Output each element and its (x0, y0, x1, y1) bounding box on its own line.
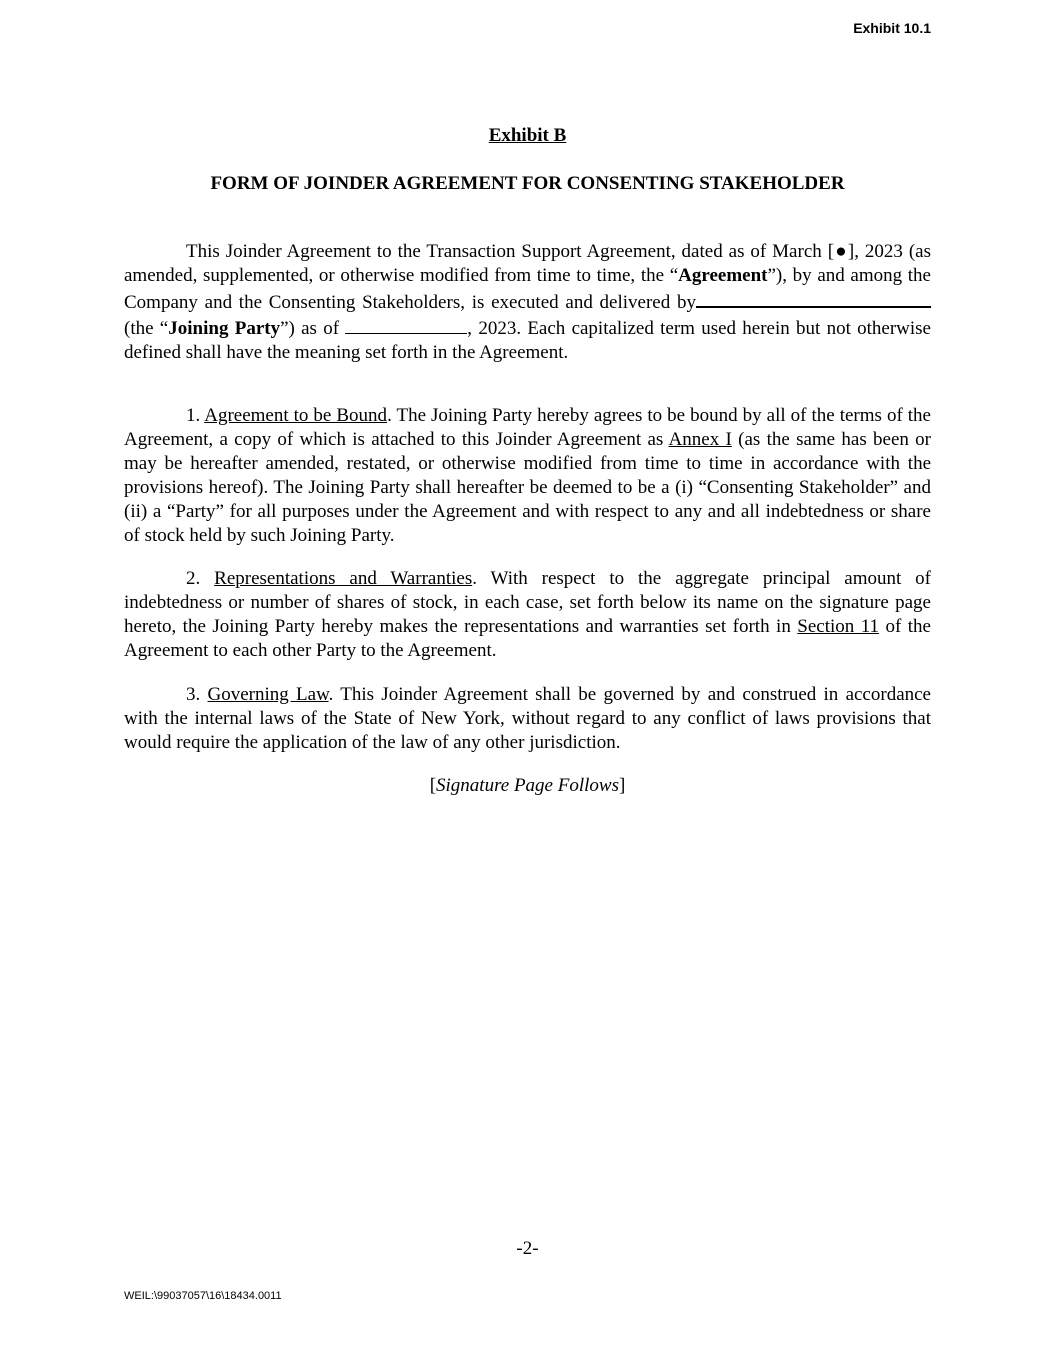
exhibit-heading: Exhibit B (488, 125, 567, 146)
section-1-paragraph (124, 404, 931, 548)
section-heading: Agreement to be Bound (204, 405, 388, 426)
section-text: . The Joining Party hereby agrees to be bound by all of the terms of the Agreement, a copy of which is attached to this Joinder Agreement as (124, 405, 931, 450)
signature-follows-text: Signature Page Follows (436, 775, 619, 796)
section-heading: Governing Law (207, 684, 329, 705)
defined-term-joining-party: Joining Party (168, 318, 281, 339)
section-number: 2. (186, 568, 215, 589)
section-text: of the Agreement to each other Party to the Agreement. (124, 616, 931, 661)
section-number: 3. (186, 684, 208, 705)
intro-text-4: ”) as of (280, 318, 346, 339)
annex-reference: Annex I (668, 429, 732, 450)
exhibit-tag: Exhibit 10.1 (853, 20, 931, 36)
section-text: (as the same has been or may be hereafter amended, restated, or otherwise modified from time to time in accordance with the provisions hereof). The Joining Party shall hereafter be deemed to be a (i) “Consenting Stakeholder” and (ii) a “Party” for all purposes under the Agreement and with respect to any and all indebtedness or share of stock held by such Joining Party. (124, 429, 932, 546)
date-blank (345, 315, 467, 334)
bracket-close: ] (618, 775, 626, 796)
intro-text-2: ”), by and among the Company and the Consenting Stakeholders, is executed and delivered by (124, 265, 931, 313)
section-number: 1. (186, 405, 205, 426)
joining-party-name-blank (696, 288, 931, 308)
intro-text-1: This Joinder Agreement to the Transaction Support Agreement, dated as of March [●], 2023 (as amended, supplemented, or otherwise modified from time to time, the “ (124, 241, 931, 286)
section-3-paragraph (124, 683, 931, 755)
defined-term-agreement: Agreement (678, 265, 768, 286)
document-id: WEIL:\99037057\16\18434.0011 (124, 1290, 282, 1302)
section-2-paragraph (124, 567, 931, 663)
section-text: . This Joinder Agreement shall be governed by and construed in accordance with the internal laws of the State of New York, without regard to any conflict of laws provisions that would require the application of the law of any other jurisdiction. (124, 684, 931, 753)
section-reference: Section 11 (797, 616, 880, 637)
section-text: . With respect to the aggregate principal amount of indebtedness or number of shares of stock, in each case, set forth below its name on the signature page hereto, the Joining Party hereby makes the representations and warranties set forth in (124, 568, 932, 637)
intro-paragraph (124, 240, 931, 365)
intro-text-3: (the “ (124, 318, 169, 339)
signature-page-follows (0, 775, 1055, 797)
bracket-open: [ (429, 775, 437, 796)
form-title: FORM OF JOINDER AGREEMENT FOR CONSENTING STAKEHOLDER (210, 173, 845, 194)
section-heading: Representations and Warranties (214, 568, 473, 589)
intro-text-5: , 2023. Each capitalized term used herein but not otherwise defined shall have the meaning set forth in the Agreement. (124, 318, 931, 363)
page-number: -2- (516, 1238, 539, 1259)
